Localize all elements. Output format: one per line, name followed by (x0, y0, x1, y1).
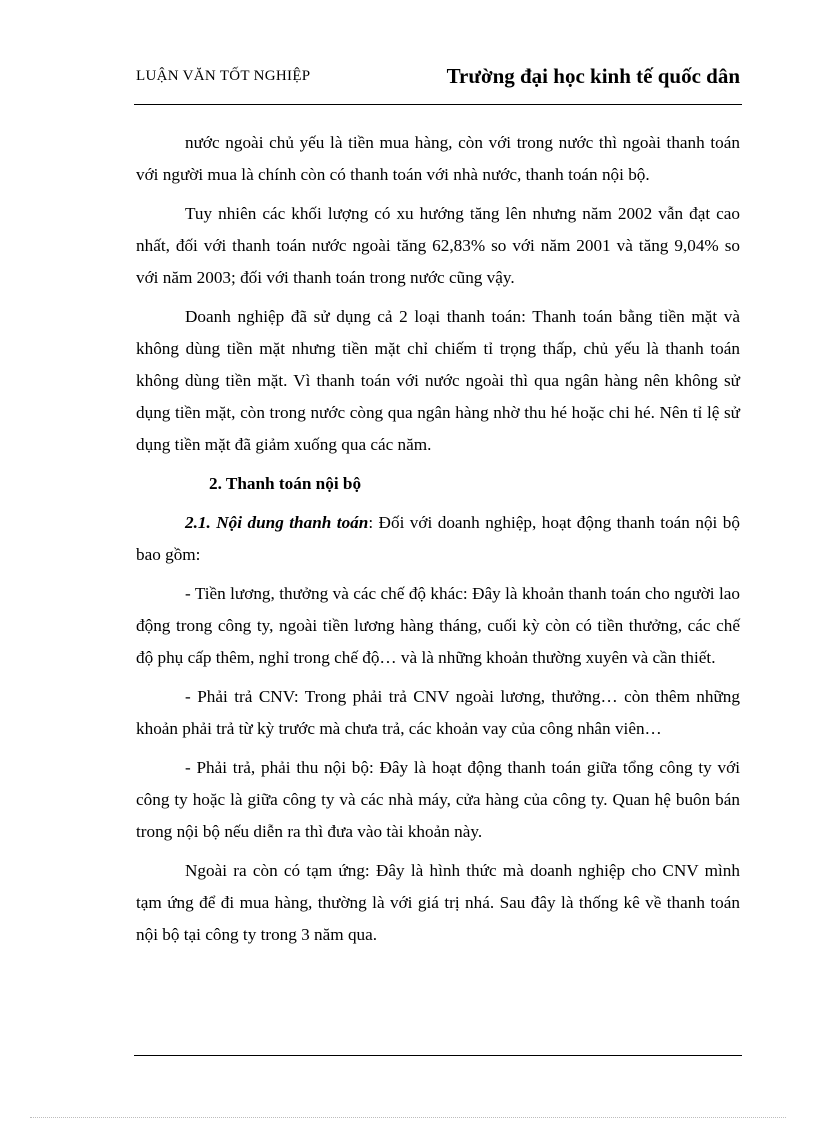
page-edge-dotted-line (30, 1117, 786, 1118)
paragraph-2: Tuy nhiên các khối lượng có xu hướng tăng lên nhưng năm 2002 vẫn đạt cao nhất, đối với thanh toán nước ngoài tăng 62,83% so với năm 2001 và tăng 9,04% so với năm 2003; đối với thanh toán trong nước cũng vậy. (136, 204, 740, 287)
paragraph-7: - Phải trả, phải thu nội bộ: Đây là hoạt động thanh toán giữa tổng công ty với công ty hoặc là giữa công ty và các nhà máy, cửa hàng của công ty. Quan hệ buôn bán trong nội bộ nếu diễn ra thì đưa vào tài khoản này. (136, 758, 740, 841)
paragraph-3: Doanh nghiệp đã sử dụng cả 2 loại thanh toán: Thanh toán bằng tiền mặt và không dùng tiền mặt nhưng tiền mặt chỉ chiếm tỉ trọng thấp, chủ yếu là thanh toán không dùng tiền mặt. Vì thanh toán với nước ngoài thì qua ngân hàng nên không sử dụng tiền mặt, còn trong nước còng qua ngân hàng nhờ thu hé hoặc chi hé. Nên tỉ lệ sử dụng tiền mặt đã giảm xuống qua các năm. (136, 307, 740, 454)
header-thesis-label: LUẬN VĂN TỐT NGHIỆP (136, 68, 311, 84)
subsection-title: 2.1. Nội dung thanh toán (185, 513, 369, 532)
paragraph-1: nước ngoài chủ yếu là tiền mua hàng, còn với trong nước thì ngoài thanh toán với người mua là chính còn có thanh toán với nhà nước, thanh toán nội bộ. (136, 133, 740, 184)
paragraph-5: - Tiền lương, thưởng và các chế độ khác: Đây là khoản thanh toán cho người lao động trong công ty, ngoài tiền lương hàng tháng, cuối kỳ còn có tiền thưởng, các chế độ phụ cấp thêm, nghỉ trong chế độ… và là những khoản thường xuyên và cần thiết. (136, 584, 740, 667)
paragraph-6: - Phải trả CNV: Trong phải trả CNV ngoài lương, thưởng… còn thêm những khoản phải trả từ kỳ trước mà chưa trả, các khoản vay của công nhân viên… (136, 687, 740, 738)
paragraph-4 (136, 507, 740, 571)
paragraph-4-text: : Đối với doanh nghiệp, hoạt động thanh toán nội bộ bao gồm: (136, 513, 740, 564)
footer-divider (134, 1055, 742, 1056)
body-text (136, 127, 740, 958)
header-divider (134, 104, 742, 105)
section-heading: 2. Thanh toán nội bộ (209, 474, 362, 493)
header-university-name: Trường đại học kinh tế quốc dân (446, 64, 740, 88)
paragraph-8: Ngoài ra còn có tạm ứng: Đây là hình thức mà doanh nghiệp cho CNV mình tạm ứng để đi mua hàng, thường là với giá trị nhá. Sau đây là thống kê về thanh toán nội bộ tại công ty trong 3 năm qua. (136, 861, 740, 944)
